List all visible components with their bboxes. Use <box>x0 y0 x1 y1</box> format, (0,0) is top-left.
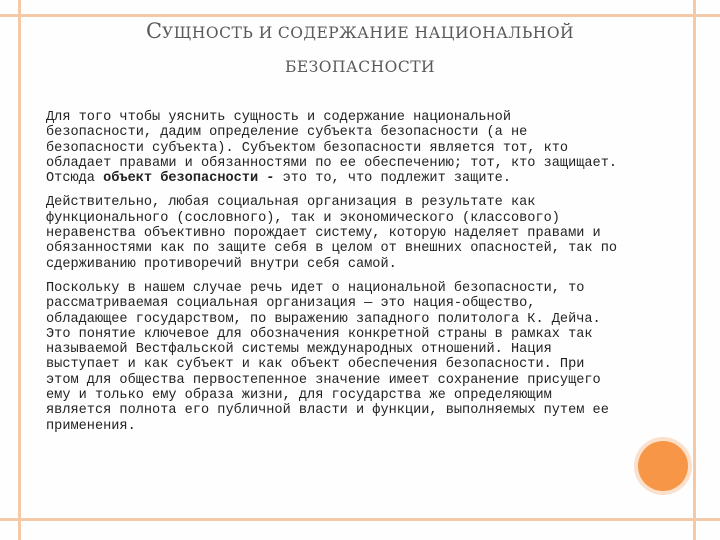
paragraph-1-text-b: это то, что подлежит защите. <box>274 171 511 187</box>
paragraph-1 <box>46 110 621 186</box>
title-line-1 <box>60 14 660 50</box>
paragraph-2: Действительно, любая социальная организация в результате как функционального (сословного), так и экономического (классового) неравенства объективно порождает систему, которую наделяет правами и обязанностями как по защите себя в целом от внешних опасностей, так по сдерживанию противоречий внутри себя самой. <box>46 195 618 272</box>
decorative-circle <box>638 441 688 491</box>
slide-body <box>46 110 621 443</box>
paragraph-1-bold-term: объект безопасности - <box>103 171 275 187</box>
slide-title <box>60 14 660 84</box>
title-line-2: БЕЗОПАСНОСТИ <box>284 58 436 76</box>
title-words-1: УЩНОСТЬ И <box>162 24 273 42</box>
paragraph-3: Поскольку в нашем случае речь идет о национальной безопасности, то рассматриваемая социальная организация — это нация-общество, обладающее государством, по выражению западного политолога К. Дейча. Это понятие ключевое для обозначения конкретной страны в рамках так называемой Вестфальской системы международных отношений. Нация выступает и как субъект и как объект обеспечения безопасности. При этом для общества первостепенное значение имеет сохранение присущего ему и только ему образа жизни, для государства же определяющим является полнота его публичной власти и функции, выполняемых путем ее применения. <box>46 280 609 434</box>
title-initial: С <box>145 19 163 43</box>
paragraph-1-text-a: Для того чтобы уяснить сущность и содержание национальной безопасности, дадим определение субъекта безопасности (а не безопасности субъекта). Субъектом безопасности является тот, кто обладает правами и обязанностями по ее обеспечению; тот, кто защищает. Отсюда <box>46 110 618 187</box>
title-words-2: СОДЕРЖАНИЕ НАЦИОНАЛЬНОЙ <box>277 24 575 42</box>
